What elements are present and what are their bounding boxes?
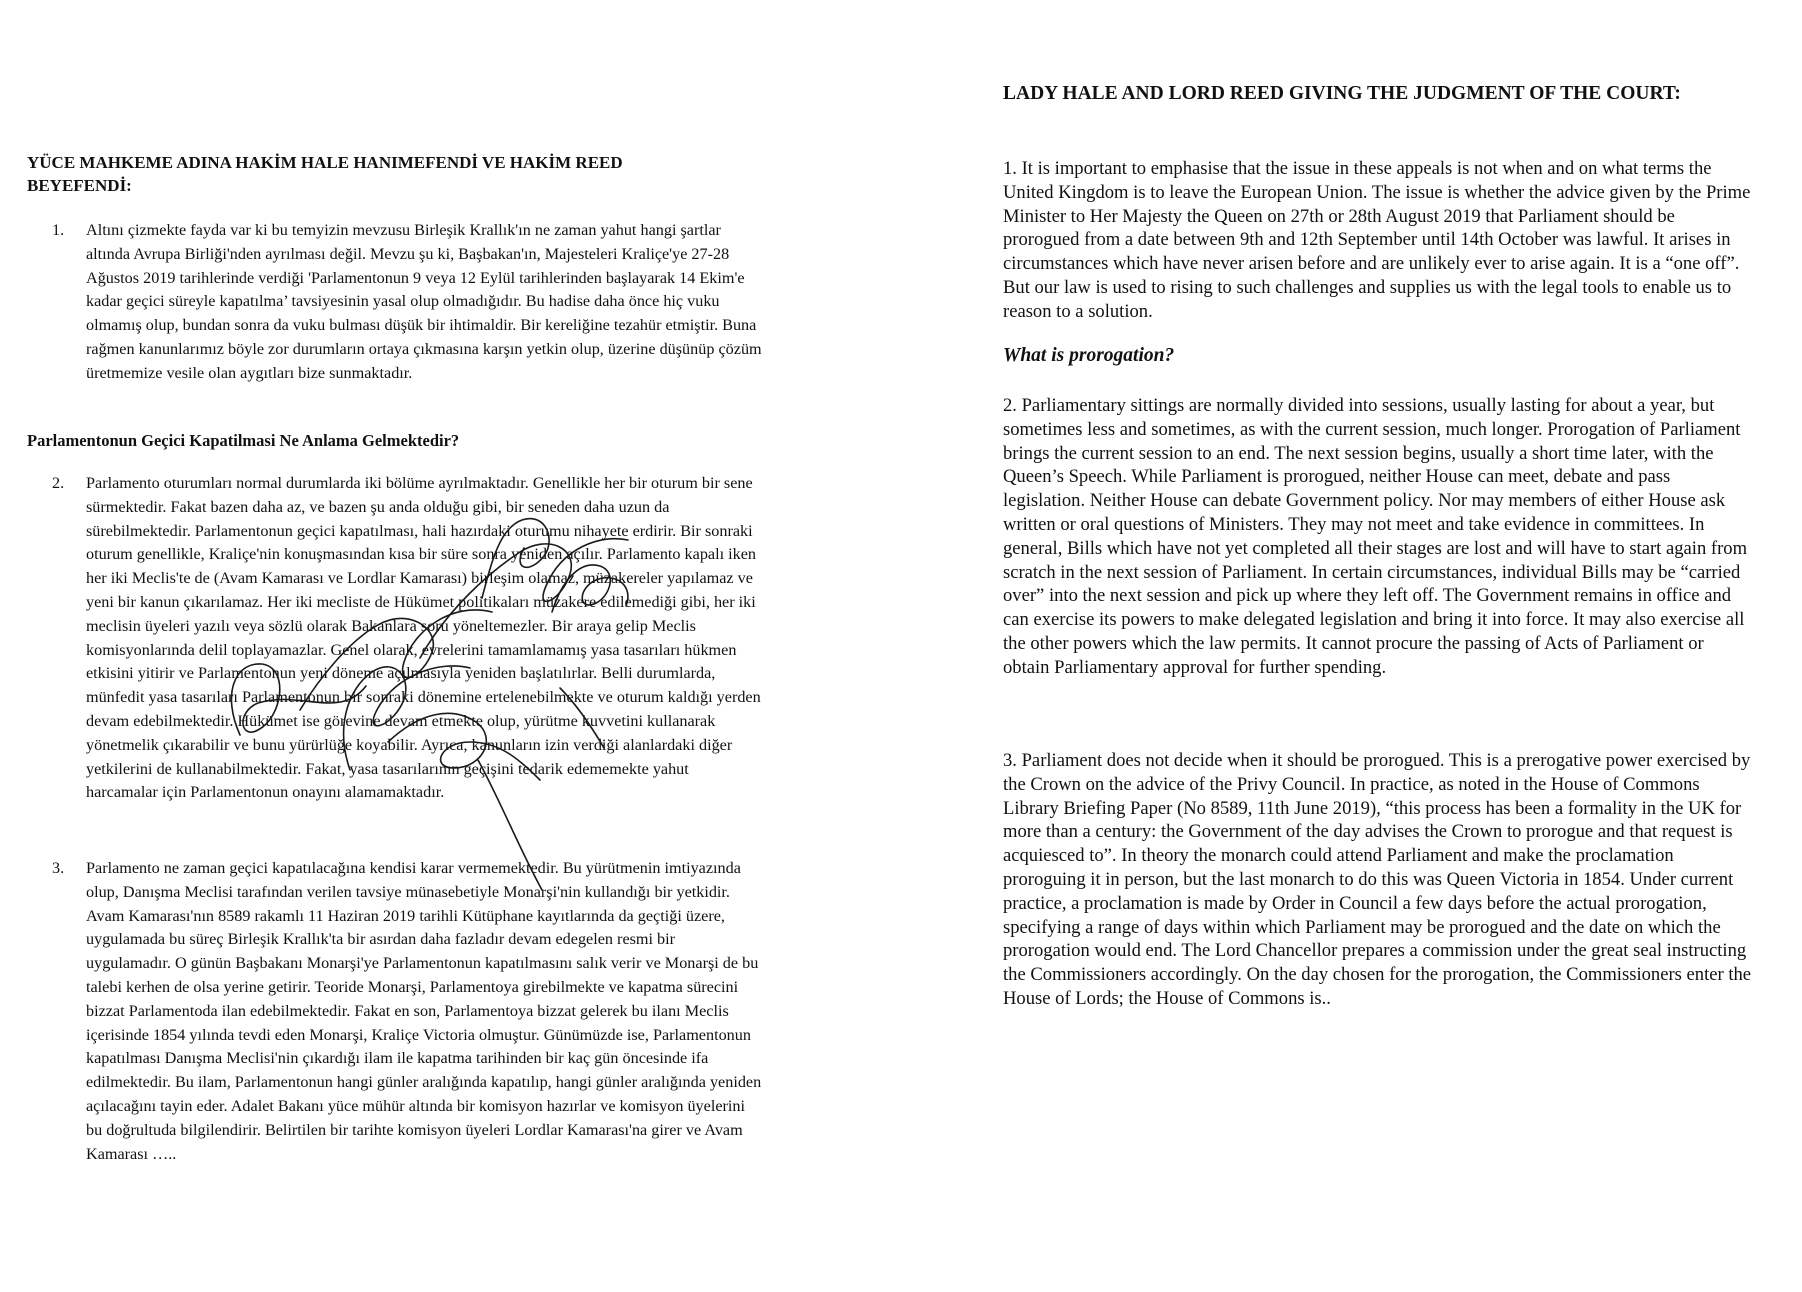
english-subheading: What is prorogation? [1003,345,1175,366]
paragraph-text: Parlamento oturumları normal durumlarda iki bölüme ayrılmaktadır. Genellikle her bir oturum bir sene sürmektedir. Fakat bazen daha az, ve bazen şu anda olduğu gibi, bir seneden daha uzun da sürebilmektedir. Parlamentonun geçici kapatılması, hali hazırdaki oturumu nihayete erdirir. Bir sonraki oturum genellikle, Kraliçe'nin konuşmasından kısa bir süre sonra yeniden açılır. Parlamento kapalı iken her iki Meclis'te de (Avam Kamarası ve Lordlar Kamarası) birleşim olamaz, müzakereler yapılamaz ve yeni bir kanun çıkarılamaz. Her iki mecliste de Hükümet politikaları müzakere edilemediği gibi, her iki meclisin üyeleri yazılı veya sözlü olarak Bakanlara soru yöneltemezler. Bir araya gelip Meclis komisyonlarında delil toplayamazlar. Genel olarak, evrelerini tamamlamamış yasa tasarıları hükmen etkisini yitirir ve Parlamentonun yeni döneme açılmasıyla yeniden başlatılırlar. Belli durumlarda, münfedit yasa tasarıları Parlamentonun bir sonraki dönemine ertelenebilmekte ve oturum kaldığı yerden devam edebilmektedir. Hükümet ise görevine devam etmekte olup, yürütme kuvvetini kullanarak yönetmelik çıkarabilir ve bunu yürürlüğe koyabilir. Ayrıca, kanunların izin verdiği alanlardaki diğer yetkilerini de kullanabilmektedir. Fakat, yasa tasarılarının geçişini tedarik edememekte yahut harcamalar için Parlamentonun onayını alamamaktadır. [86,474,761,802]
turkish-heading: YÜCE MAHKEME ADINA HAKİM HALE HANIMEFENDİ VE HAKİM REED BEYEFENDİ: [27,153,623,195]
english-heading: LADY HALE AND LORD REED GIVING THE JUDGMENT OF THE COURT: [1003,83,1681,104]
paragraph-number: 1. [52,221,65,239]
paragraph-number: 2. [52,474,65,492]
english-paragraph-2: 2. Parliamentary sittings are normally divided into sessions, usually lasting for about a year, but sometimes less and sometimes, as with the current session, much longer. Prorogation of Parliament brings the current session to an end. The next session begins, usually a short time later, with the Queen’s Speech. While Parliament is prorogued, neither House can meet, debate and pass legislation. Neither House can debate Government policy. Nor may members of either House ask written or oral questions of Ministers. They may not meet and take evidence in committees. In general, Bills which have not yet completed all their stages are lost and will have to start again from scratch in the next session of Parliament. In certain circumstances, individual Bills may be “carried over” into the next session and pick up where they left off. The Government remains in office and can exercise its powers to make delegated legislation and bring it into force. It may also exercise all the other powers which the law permits. It cannot procure the passing of Acts of Parliament or obtain Parliamentary approval for further spending. [1003,395,1748,678]
english-paragraph-1: 1. It is important to emphasise that the issue in these appeals is not when and on what terms the United Kingdom is to leave the European Union. The issue is whether the advice given by the Prime Minister to Her Majesty the Queen on 27th or 28th August 2019 that Parliament should be prorogued from a date between 9th and 12th September until 14th October was lawful. It arises in circumstances which have never arisen before and are unlikely ever to arise again. It is a “one off”. But our law is used to rising to such challenges and supplies us with the legal tools to enable us to reason to a solution. [1003,158,1751,322]
paragraph-text: Altını çizmekte fayda var ki bu temyizin mevzusu Birleşik Krallık'ın ne zaman yahut hangi şartlar altında Avrupa Birliği'nden ayrılması değil. Mevzu şu ki, Başbakan'ın, Majesteleri Kraliçe'ye 27-28 Ağustos 2019 tarihlerinde verdiği 'Parlamentonun 9 veya 12 Eylül tarihlerinden başlayarak 14 Ekim'e kadar geçici süreyle kapatılma’ tavsiyesinin yasal olup olmadığıdır. Bu hadise daha önce hiç vuku olmamış olup, bundan sonra da vuku bulması düşük bir ihtimaldir. Bir kereliğine tezahür etmiştir. Buna rağmen kanunlarımız böyle zor durumların ortaya çıkmasına karşın yetkin olup, üzerine düşünüp çözüm üretmemize vesile olan aygıtları bize sunmaktadır. [86,221,762,382]
paragraph-number: 3. [52,859,65,877]
turkish-subheading: Parlamentonun Geçici Kapatilmasi Ne Anlama Gelmektedir? [27,431,460,450]
paragraph-text: Parlamento ne zaman geçici kapatılacağına kendisi karar vermemektedir. Bu yürütmenin imtiyazında olup, Danışma Meclisi tarafından verilen tavsiye münasebetiyle Monarşi'nin kullandığı bir yetkidir. Avam Kamarası'nın 8589 rakamlı 11 Haziran 2019 tarihli Kütüphane kayıtlarında da geçtiği üzere, uygulamada bu süreç Birleşik Krallık'ta bir asırdan daha fazladır devam edegelen resmi bir uygulamadır. O günün Başbakanı Monarşi'ye Parlamentonun kapatılmasını salık verir ve Monarşi de bu talebi kerhen de olsa yerine getirir. Teoride Monarşi, Parlamentoya girebilmekte ve kapatma sürecini bizzat Parlamentoda ilan edebilmektedir. Fakat en son, Parlamentoya bizzat gelerek bu ilanı Meclis içerisinde 1854 yılında tevdi eden Monarşi, Kraliçe Victoria olmuştur. Günümüzde ise, Parlamentonun kapatılması Danışma Meclisi'nin çıkardığı ilam ile kapatma tarihinden bir kaç gün öncesinde ifa edilmektedir. Bu ilam, Parlamentonun hangi günler aralığında kapatılıp, hangi günler aralığında yeniden açılacağını tayin eder. Adalet Bakanı yüce mühür altında bir komisyon hazırlar ve komisyon üyelerini bu doğrultuda bilgilendirir. Belirtilen bir tarihte komisyon üyeleri Lordlar Kamarası'na girer ve Avam Kamarası ….. [86,859,762,1163]
english-paragraph-3: 3. Parliament does not decide when it should be prorogued. This is a prerogative power exercised by the Crown on the advice of the Privy Council. In practice, as noted in the House of Commons Library Briefing Paper (No 8589, 11th June 2019), “this process has been a formality in the UK for more than a century: the Government of the day advises the Crown to prorogue and that request is acquiesced to”. In theory the monarch could attend Parliament and make the proclamation proroguing it in person, but the last monarch to do this was Queen Victoria in 1854. Under current practice, a proclamation is made by Order in Council a few days before the actual prorogation, specifying a range of days within which Parliament may be prorogued and the date on which the prorogation would end. The Lord Chancellor prepares a commission under the great seal instructing the Commissioners accordingly. On the day chosen for the prorogation, the Commissioners enter the House of Lords; the House of Commons is.. [1003,750,1752,1009]
